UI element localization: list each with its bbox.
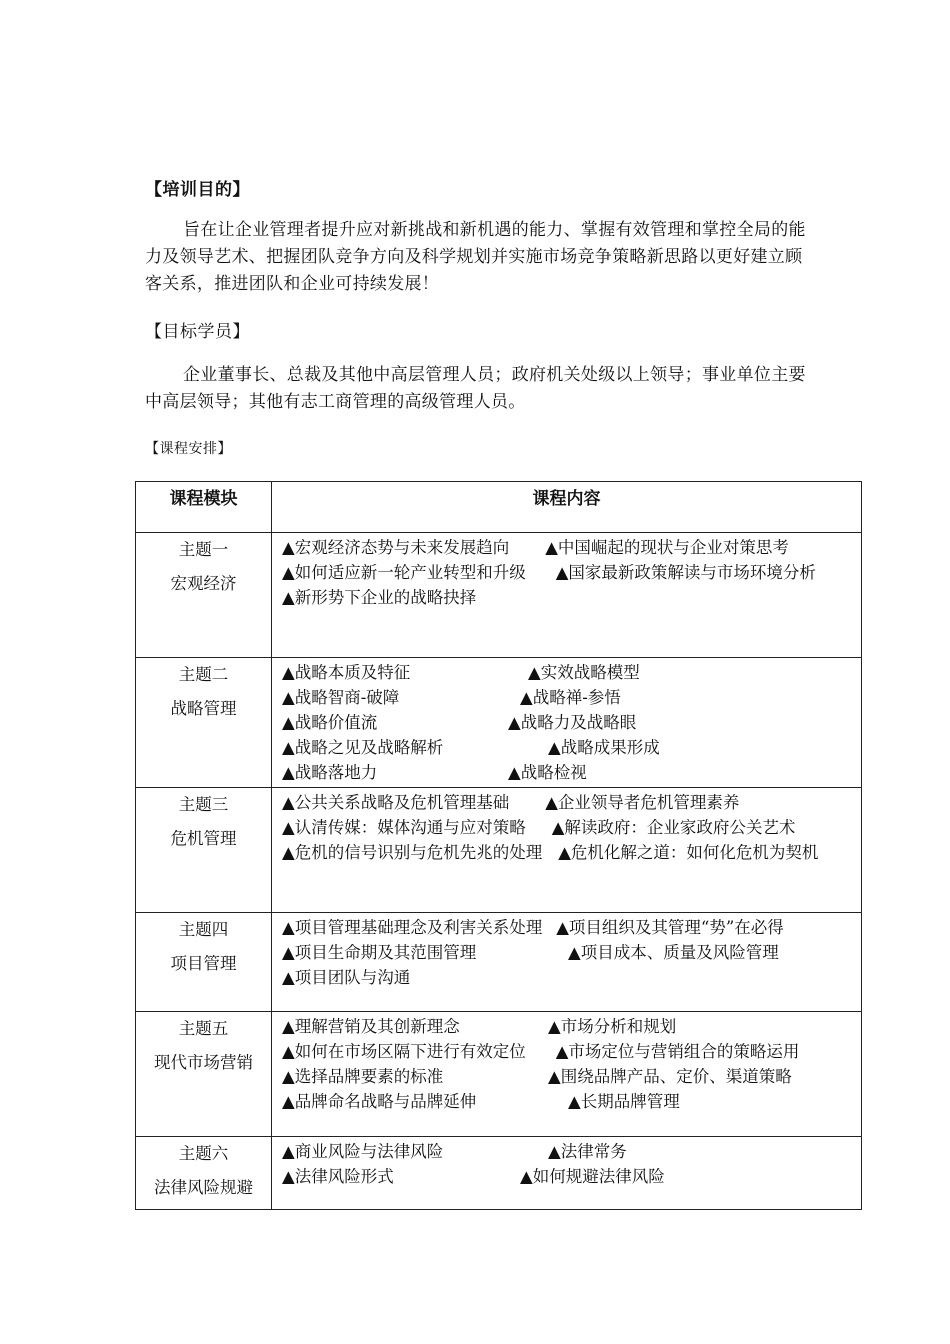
- list-item: ▲选择品牌要素的标准: [282, 1067, 444, 1086]
- list-item: ▲战略检视: [508, 763, 587, 782]
- topic-number: 主题一: [178, 540, 229, 559]
- list-item: ▲新形势下企业的战略抉择: [282, 588, 477, 607]
- list-item: ▲项目生命期及其范围管理: [282, 943, 477, 962]
- purpose-heading: 【培训目的】: [145, 180, 250, 200]
- list-item: ▲项目组织及其管理“势”在必得: [556, 918, 784, 937]
- content-cell: [272, 788, 862, 913]
- table-row: [136, 1012, 862, 1137]
- topic-number: 主题六: [178, 1144, 229, 1163]
- course-table: [135, 481, 862, 1210]
- header-content: 课程内容: [272, 482, 862, 533]
- list-item: ▲法律风险形式: [282, 1167, 394, 1186]
- list-item: ▲危机化解之道：如何化危机为契机: [558, 843, 819, 862]
- list-item: ▲战略落地力: [282, 763, 378, 782]
- list-item: ▲企业领导者危机管理素养: [545, 793, 740, 812]
- module-cell: [136, 533, 272, 658]
- content-cell: [272, 1012, 862, 1137]
- list-item: ▲中国崛起的现状与企业对策思考: [545, 538, 789, 557]
- content-cell: [272, 533, 862, 658]
- list-item: ▲危机的信号识别与危机先兆的处理: [282, 843, 543, 862]
- list-item: ▲战略力及战略眼: [508, 713, 637, 732]
- module-cell: [136, 658, 272, 788]
- schedule-heading: 【课程安排】: [145, 441, 232, 457]
- list-item: ▲市场分析和规划: [548, 1017, 677, 1036]
- module-cell: [136, 788, 272, 913]
- table-row: [136, 788, 862, 913]
- table-row: [136, 658, 862, 788]
- topic-name: 现代市场营销: [154, 1053, 253, 1072]
- topic-name: 战略管理: [170, 699, 237, 718]
- topic-number: 主题二: [178, 665, 229, 684]
- topic-name: 法律风险规避: [154, 1178, 253, 1197]
- list-item: ▲战略禅-参悟: [520, 688, 621, 707]
- list-item: ▲如何规避法律风险: [520, 1167, 665, 1186]
- list-item: ▲商业风险与法律风险: [282, 1142, 444, 1161]
- list-item: ▲宏观经济态势与未来发展趋向: [282, 538, 510, 557]
- list-item: ▲战略本质及特征: [282, 663, 411, 682]
- content-cell: [272, 1137, 862, 1210]
- list-item: ▲项目团队与沟通: [282, 968, 411, 987]
- list-item: ▲认清传媒：媒体沟通与应对策略: [282, 818, 526, 837]
- list-item: ▲战略价值流: [282, 713, 378, 732]
- content-cell: [272, 658, 862, 788]
- list-item: ▲市场定位与营销组合的策略运用: [555, 1042, 800, 1061]
- topic-name: 宏观经济: [170, 574, 237, 593]
- list-item: ▲法律常务: [548, 1142, 627, 1161]
- list-item: ▲如何适应新一轮产业转型和升级: [282, 563, 526, 582]
- list-item: ▲国家最新政策解读与市场环境分析: [555, 563, 816, 582]
- list-item: ▲品牌命名战略与品牌延伸: [282, 1092, 477, 1111]
- audience-heading: 【目标学员】: [145, 322, 250, 342]
- table-header-row: [136, 482, 862, 533]
- list-item: ▲战略之见及战略解析: [282, 738, 444, 757]
- module-cell: [136, 1137, 272, 1210]
- header-module: 课程模块: [136, 482, 272, 533]
- audience-paragraph: 企业董事长、总裁及其他中高层管理人员；政府机关处级以上领导；事业单位主要中高层领导；其他有志工商管理的高级管理人员。: [145, 365, 806, 412]
- purpose-paragraph: 旨在让企业管理者提升应对新挑战和新机遇的能力、掌握有效管理和掌控全局的能力及领导艺术、把握团队竞争方向及科学规划并实施市场竞争策略新思路以更好建立顾客关系，推进团队和企业可持续发展！: [145, 220, 806, 294]
- topic-number: 主题三: [178, 795, 229, 814]
- table-row: [136, 913, 862, 1012]
- topic-number: 主题五: [178, 1019, 229, 1038]
- list-item: ▲战略智商-破障: [282, 688, 400, 707]
- list-item: ▲理解营销及其创新理念: [282, 1017, 460, 1036]
- list-item: ▲解读政府：企业家政府公关艺术: [551, 818, 796, 837]
- list-item: ▲围绕品牌产品、定价、渠道策略: [548, 1067, 792, 1086]
- module-cell: [136, 1012, 272, 1137]
- list-item: ▲实效战略模型: [528, 663, 640, 682]
- table-row: [136, 533, 862, 658]
- list-item: ▲如何在市场区隔下进行有效定位: [282, 1042, 526, 1061]
- list-item: ▲项目成本、质量及风险管理: [568, 943, 779, 962]
- list-item: ▲公共关系战略及危机管理基础: [282, 793, 510, 812]
- topic-name: 项目管理: [170, 954, 237, 973]
- module-cell: [136, 913, 272, 1012]
- topic-name: 危机管理: [170, 829, 237, 848]
- list-item: ▲项目管理基础理念及利害关系处理: [282, 918, 543, 937]
- topic-number: 主题四: [178, 920, 229, 939]
- content-cell: [272, 913, 862, 1012]
- list-item: ▲长期品牌管理: [568, 1092, 680, 1111]
- list-item: ▲战略成果形成: [548, 738, 660, 757]
- table-row: [136, 1137, 862, 1210]
